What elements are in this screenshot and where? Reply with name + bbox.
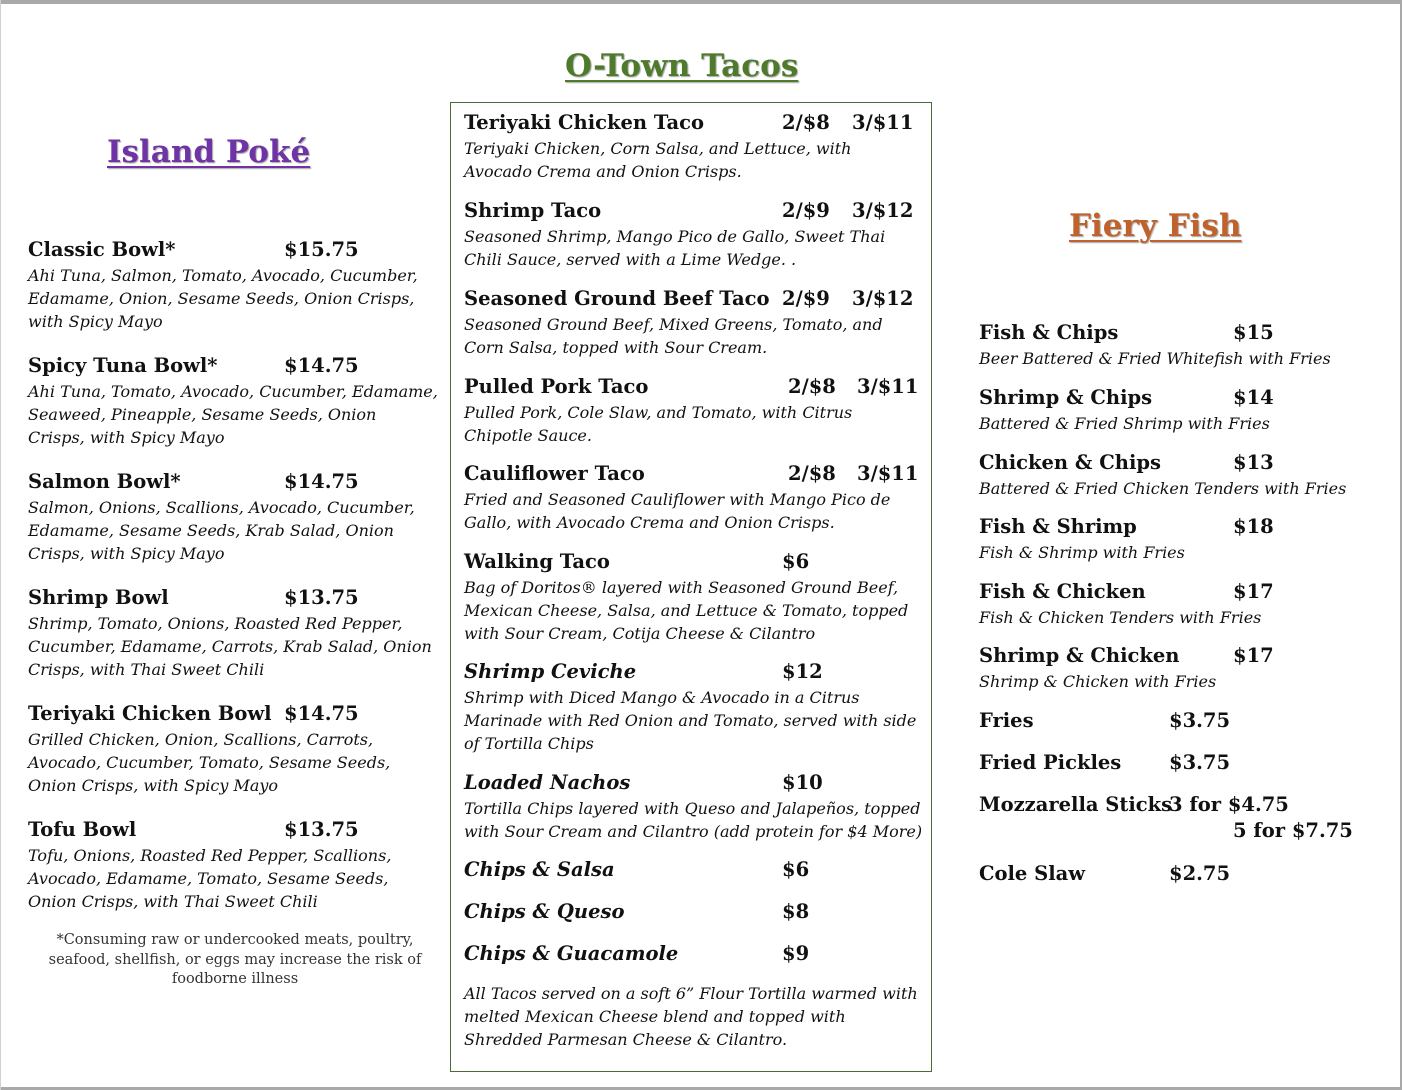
side-item: [979, 862, 1379, 902]
menu-item: [464, 550, 924, 660]
item-price: $6: [782, 858, 810, 881]
item-price: $9: [782, 942, 810, 965]
item-description: Salmon, Onions, Scallions, Avocado, Cucumber, Edamame, Sesame Seeds, Krab Salad, Onion Crisps, with Spicy Mayo: [28, 498, 415, 563]
item-price: $8: [782, 900, 810, 923]
menu-item: [464, 900, 924, 942]
side-name: Fried Pickles: [979, 751, 1122, 774]
item-name: Shrimp & Chicken: [979, 644, 1180, 667]
item-price-two: 2/$8: [788, 462, 836, 485]
item-price: $13.75: [284, 818, 359, 841]
item-name: Spicy Tuna Bowl*: [28, 354, 218, 377]
item-name: Chips & Salsa: [464, 858, 615, 881]
item-name: Pulled Pork Taco: [464, 375, 649, 398]
menu-item: [979, 321, 1379, 386]
fish-menu: [979, 321, 1379, 902]
side-item: [979, 709, 1379, 751]
menu-item: [464, 771, 924, 858]
item-price: $13.75: [284, 586, 359, 609]
item-description: Teriyaki Chicken, Corn Salsa, and Lettuce, with Avocado Crema and Onion Crisps.: [464, 139, 852, 181]
item-price: $12: [782, 660, 823, 683]
tacos-heading: O-Town Tacos: [565, 48, 799, 84]
item-name: Classic Bowl*: [28, 238, 176, 261]
item-price: $10: [782, 771, 823, 794]
poke-menu: [28, 238, 438, 918]
item-description: Ahi Tuna, Salmon, Tomato, Avocado, Cucumber, Edamame, Onion, Sesame Seeds, Onion Crisps, with Spicy Mayo: [28, 266, 418, 331]
menu-item: [464, 660, 924, 771]
taco-serving-note: All Tacos served on a soft 6” Flour Tortilla warmed with melted Mexican Cheese blend and topped with Shredded Parmesan Cheese & Cilantro.: [464, 984, 918, 1049]
item-price: $14: [1233, 386, 1274, 409]
item-description: Tortilla Chips layered with Queso and Jalapeños, topped with Sour Cream and Cilantro (add protein for $4 More): [464, 799, 923, 841]
item-price: $17: [1233, 580, 1274, 603]
item-description: Seasoned Shrimp, Mango Pico de Gallo, Sweet Thai Chili Sauce, served with a Lime Wedge. .: [464, 227, 886, 269]
item-description: Beer Battered & Fried Whitefish with Fries: [979, 349, 1331, 368]
tacos-menu: [464, 111, 924, 1051]
menu-item: [979, 515, 1379, 580]
menu-item: [979, 644, 1379, 709]
item-price-three: 3/$12: [852, 287, 914, 310]
item-name: Fish & Chips: [979, 321, 1119, 344]
item-price: $18: [1233, 515, 1274, 538]
item-price-three: 3/$11: [857, 375, 919, 398]
item-price-two: 2/$8: [782, 111, 830, 134]
item-name: Fish & Chicken: [979, 580, 1146, 603]
menu-item: [464, 111, 924, 199]
menu-item: [979, 386, 1379, 451]
item-description: Tofu, Onions, Roasted Red Pepper, Scallions, Avocado, Edamame, Tomato, Sesame Seeds, Onion Crisps, with Thai Sweet Chili: [28, 846, 392, 911]
item-description: Fried and Seasoned Cauliflower with Mango Pico de Gallo, with Avocado Crema and Onion Crisps.: [464, 490, 891, 532]
item-description: Shrimp & Chicken with Fries: [979, 672, 1217, 691]
item-description: Shrimp with Diced Mango & Avocado in a Citrus Marinade with Red Onion and Tomato, served with side of Tortilla Chips: [464, 688, 917, 753]
item-price: $15: [1233, 321, 1274, 344]
menu-item: [464, 462, 924, 550]
item-name: Shrimp Taco: [464, 199, 602, 222]
poke-heading: Island Poké: [107, 134, 311, 170]
item-description: Pulled Pork, Cole Slaw, and Tomato, with Citrus Chipotle Sauce.: [464, 403, 853, 445]
side-item: [979, 751, 1379, 793]
item-description: Battered & Fried Chicken Tenders with Fries: [979, 479, 1347, 498]
menu-item: [28, 470, 438, 586]
item-price-three: 3/$12: [852, 199, 914, 222]
item-name: Fish & Shrimp: [979, 515, 1137, 538]
menu-item: [979, 580, 1379, 644]
menu-item: [28, 818, 438, 918]
item-price: $13: [1233, 451, 1274, 474]
menu-item: [464, 375, 924, 462]
top-border: [0, 0, 1402, 4]
item-price-three: 3/$11: [852, 111, 914, 134]
menu-item: [979, 451, 1379, 515]
menu-item: [464, 942, 924, 982]
item-description: Battered & Fried Shrimp with Fries: [979, 414, 1270, 433]
side-price: 3 for $4.75: [1169, 793, 1289, 816]
side-price: $3.75: [1169, 709, 1231, 732]
item-name: Cauliflower Taco: [464, 462, 645, 485]
item-name: Walking Taco: [464, 550, 610, 573]
side-price-alt: 5 for $7.75: [1233, 819, 1353, 842]
item-price: $6: [782, 550, 810, 573]
item-name: Shrimp & Chips: [979, 386, 1153, 409]
left-border: [0, 0, 1, 1090]
item-name: Tofu Bowl: [28, 818, 137, 841]
item-price-two: 2/$9: [782, 287, 830, 310]
item-price-three: 3/$11: [857, 462, 919, 485]
item-price: $14.75: [284, 470, 359, 493]
side-name: Fries: [979, 709, 1034, 732]
side-price: $2.75: [1169, 862, 1231, 885]
menu-item: [28, 354, 438, 470]
item-price-two: 2/$8: [788, 375, 836, 398]
item-description: Grilled Chicken, Onion, Scallions, Carrots, Avocado, Cucumber, Tomato, Sesame Seeds, Onion Crisps, with Spicy Mayo: [28, 730, 391, 795]
side-name: Mozzarella Sticks: [979, 793, 1173, 816]
side-name: Cole Slaw: [979, 862, 1086, 885]
menu-item: [464, 858, 924, 900]
item-name: Chips & Queso: [464, 900, 625, 923]
item-price: $14.75: [284, 354, 359, 377]
menu-item: [464, 287, 924, 375]
item-description: Shrimp, Tomato, Onions, Roasted Red Pepper, Cucumber, Edamame, Carrots, Krab Salad, Onion Crisps, with Thai Sweet Chili: [28, 614, 432, 679]
item-description: Fish & Shrimp with Fries: [979, 543, 1185, 562]
item-name: Chips & Guacamole: [464, 942, 679, 965]
item-description: Ahi Tuna, Tomato, Avocado, Cucumber, Edamame, Seaweed, Pineapple, Sesame Seeds, Onion Crisps, with Spicy Mayo: [28, 382, 438, 447]
item-description: Seasoned Ground Beef, Mixed Greens, Tomato, and Corn Salsa, topped with Sour Cream.: [464, 315, 883, 357]
menu-item: [464, 199, 924, 287]
item-description: Fish & Chicken Tenders with Fries: [979, 608, 1262, 627]
item-name: Chicken & Chips: [979, 451, 1161, 474]
item-price: $17: [1233, 644, 1274, 667]
item-name: Teriyaki Chicken Taco: [464, 111, 705, 134]
item-name: Seasoned Ground Beef Taco: [464, 287, 770, 310]
raw-food-disclaimer: *Consuming raw or undercooked meats, poultry, seafood, shellfish, or eggs may increase the risk of foodborne illness: [48, 932, 422, 987]
menu-item: [28, 586, 438, 702]
menu-item: [28, 702, 438, 818]
side-item: [979, 793, 1379, 862]
item-price-two: 2/$9: [782, 199, 830, 222]
side-price: $3.75: [1169, 751, 1231, 774]
fish-heading: Fiery Fish: [1069, 208, 1242, 244]
item-description: Bag of Doritos® layered with Seasoned Ground Beef, Mexican Cheese, Salsa, and Lettuce & Tomato, topped with Sour Cream, Cotija Cheese & Cilantro: [464, 578, 909, 643]
item-name: Salmon Bowl*: [28, 470, 181, 493]
item-name: Shrimp Bowl: [28, 586, 169, 609]
item-name: Teriyaki Chicken Bowl: [28, 702, 272, 725]
item-price: $15.75: [284, 238, 359, 261]
item-name: Shrimp Ceviche: [464, 660, 637, 683]
item-name: Loaded Nachos: [464, 771, 631, 794]
menu-item: [28, 238, 438, 354]
item-price: $14.75: [284, 702, 359, 725]
